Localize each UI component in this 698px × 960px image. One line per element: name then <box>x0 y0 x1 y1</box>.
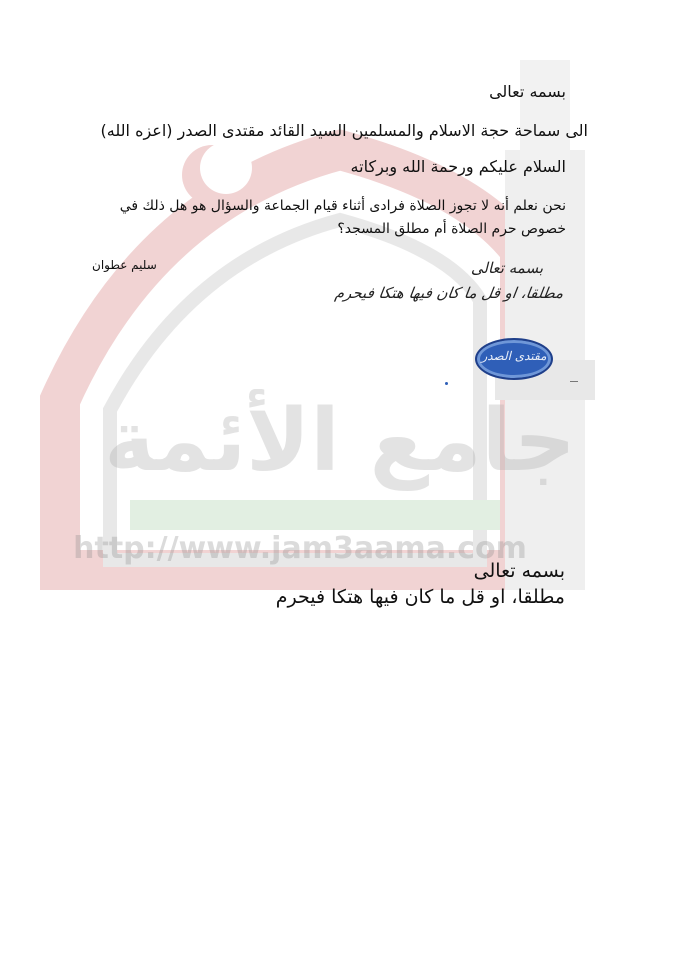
margin-mark <box>570 381 578 382</box>
typed-reply-greeting: بسمه تعالى <box>473 560 565 582</box>
greeting: بسمه تعالى <box>489 82 566 101</box>
question-line-1: نحن نعلم أنه لا تجوز الصلاة فرادى أثناء قيام الجماعة والسؤال هو هل ذلك في <box>119 198 566 214</box>
ink-dot <box>445 382 448 385</box>
sender-name: سليم عطوان <box>92 258 157 272</box>
watermark-title: جامع الأئمة <box>104 391 576 491</box>
seal-text: مقتدى الصدر <box>481 349 547 363</box>
typed-reply-answer: مطلقا، او قل ما كان فيها هتكا فيحرم <box>275 586 565 608</box>
salutation-line: السلام عليكم ورحمة الله وبركاته <box>350 157 566 176</box>
handwritten-answer: مطلقا، او قل ما كان فيها هتكا فيحرم <box>333 284 565 302</box>
watermark-url: http://www.jam3aama.com <box>73 531 527 566</box>
seal-stamp <box>475 338 553 380</box>
handwritten-greeting: بسمه تعالى <box>470 259 543 277</box>
question-line-2: خصوص حرم الصلاة أم مطلق المسجد؟ <box>337 221 566 237</box>
addressee-line: الى سماحة حجة الاسلام والمسلمين السيد القائد مقتدى الصدر (اعزه الله) <box>100 121 588 140</box>
